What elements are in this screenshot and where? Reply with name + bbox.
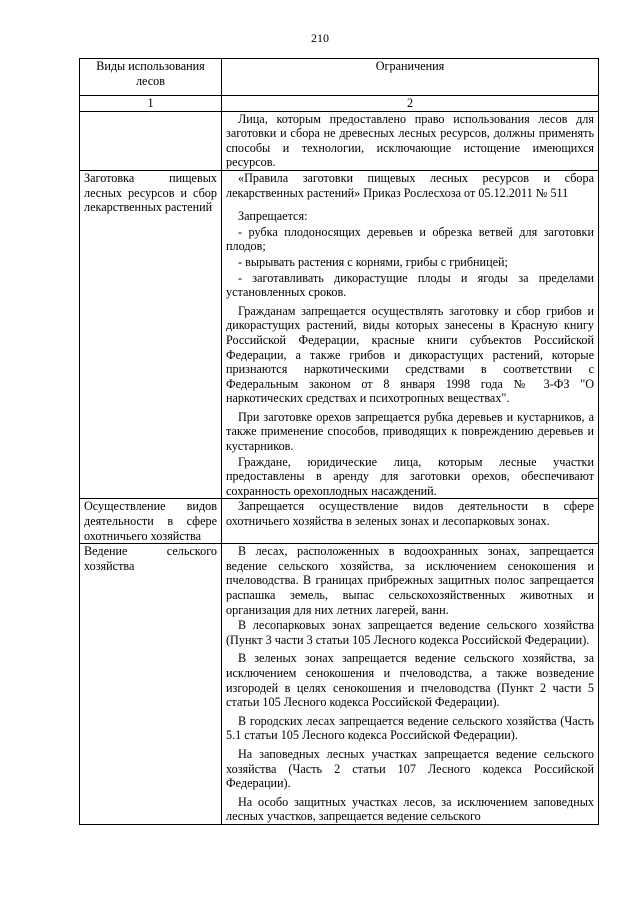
table-row [80, 111, 599, 170]
restriction-paragraph: Лица, которым предоставлено право использования лесов для заготовки и сбора не древесных лесных ресурсов, должны применять способы и технологии, исключающие истощение имеющихся ресурсов. [226, 111, 594, 170]
column-number-1: 1 [80, 96, 222, 112]
restriction-paragraph: В городских лесах запрещается ведение сельского хозяйства (Часть 5.1 статьи 105 Лесного кодекса Российской Федерации). [226, 713, 594, 743]
table-header-row [80, 59, 599, 96]
row-restrictions [222, 170, 599, 498]
restriction-paragraph: На особо защитных участках лесов, за исключением заповедных лесных участков, запрещается ведение сельского [226, 794, 594, 824]
row-use-type: Заготовка пищевых лесных ресурсов и сбор лекарственных растений [80, 170, 222, 498]
row-use-type [80, 111, 222, 170]
header-restrictions: Ограничения [222, 59, 599, 96]
page-number: 210 [311, 31, 329, 45]
row-use-type: Ведение сельского хозяйства [80, 544, 222, 825]
restriction-paragraph: - вырывать растения с корнями, грибы с грибницей; [238, 254, 508, 269]
restriction-paragraph: Запрещается осуществление видов деятельности в сфере охотничьего хозяйства в зеленых зонах и лесопарковых зонах. [226, 499, 594, 529]
table-row [80, 544, 599, 825]
row-use-type: Осуществление видов деятельности в сфере охотничьего хозяйства [80, 499, 222, 544]
row-restrictions [222, 499, 599, 544]
row-restrictions [222, 544, 599, 825]
header-forest-use-types: Виды использования лесов [80, 59, 222, 96]
column-numbering-row [80, 96, 599, 112]
column-number-2: 2 [222, 96, 599, 112]
restriction-paragraph: В лесопарковых зонах запрещается ведение сельского хозяйства (Пункт 3 части 3 статьи 105 Лесного кодекса Российской Федерации). [226, 618, 594, 647]
row-restrictions [222, 111, 599, 170]
restriction-paragraph: - заготавливать дикорастущие плоды и ягоды за пределами установленных сроков. [226, 270, 594, 300]
restrictions-table [79, 58, 599, 825]
restriction-paragraph: «Правила заготовки пищевых лесных ресурсов и сбора лекарственных растений» Приказ Рослесхоза от 05.12.2011 № 511 [226, 170, 594, 200]
table-row [80, 499, 599, 544]
restriction-paragraph: При заготовке орехов запрещается рубка деревьев и кустарников, а также применение способов, приводящих к повреждению деревьев и кустарников. [226, 409, 594, 454]
restriction-paragraph: Гражданам запрещается осуществлять заготовку и сбор грибов и дикорастущих растений, виды которых занесены в Красную книгу Российской Федерации, красные книги субъектов Российской Федерации, а также грибов и дикорастущих растений, которые признаются наркотическими средствами в соответствии с Федеральным законом от 8 января 1998 года № 3-ФЗ "О наркотических средствах и психотропных веществах". [226, 303, 594, 406]
table-row [80, 170, 599, 498]
restriction-paragraph: Запрещается: [238, 209, 308, 224]
restriction-paragraph: В лесах, расположенных в водоохранных зонах, запрещается ведение сельского хозяйства, за исключением сенокошения и пчеловодства. В границах прибрежных защитных полос запрещается распашка земель, выпас сельскохозяйственных животных и организация для них летних лагерей, ванн. [226, 544, 594, 617]
restriction-paragraph: В зеленых зонах запрещается ведение сельского хозяйства, за исключением сенокошения и пчеловодства, а также возведение изгородей в целях сенокошения и пчеловодства (Пункт 2 части 5 статьи 105 Лесного кодекса Российской Федерации). [226, 651, 594, 710]
restriction-paragraph: - рубка плодоносящих деревьев и обрезка ветвей для заготовки плодов; [226, 224, 594, 254]
restriction-paragraph: На заповедных лесных участках запрещается ведение сельского хозяйства (Часть 2 статьи 107 Лесного кодекса Российской Федерации). [226, 746, 594, 791]
restriction-paragraph: Граждане, юридические лица, которым лесные участки предоставлены в аренду для заготовки орехов, обеспечивают сохранность орехоплодных насаждений. [226, 454, 594, 498]
